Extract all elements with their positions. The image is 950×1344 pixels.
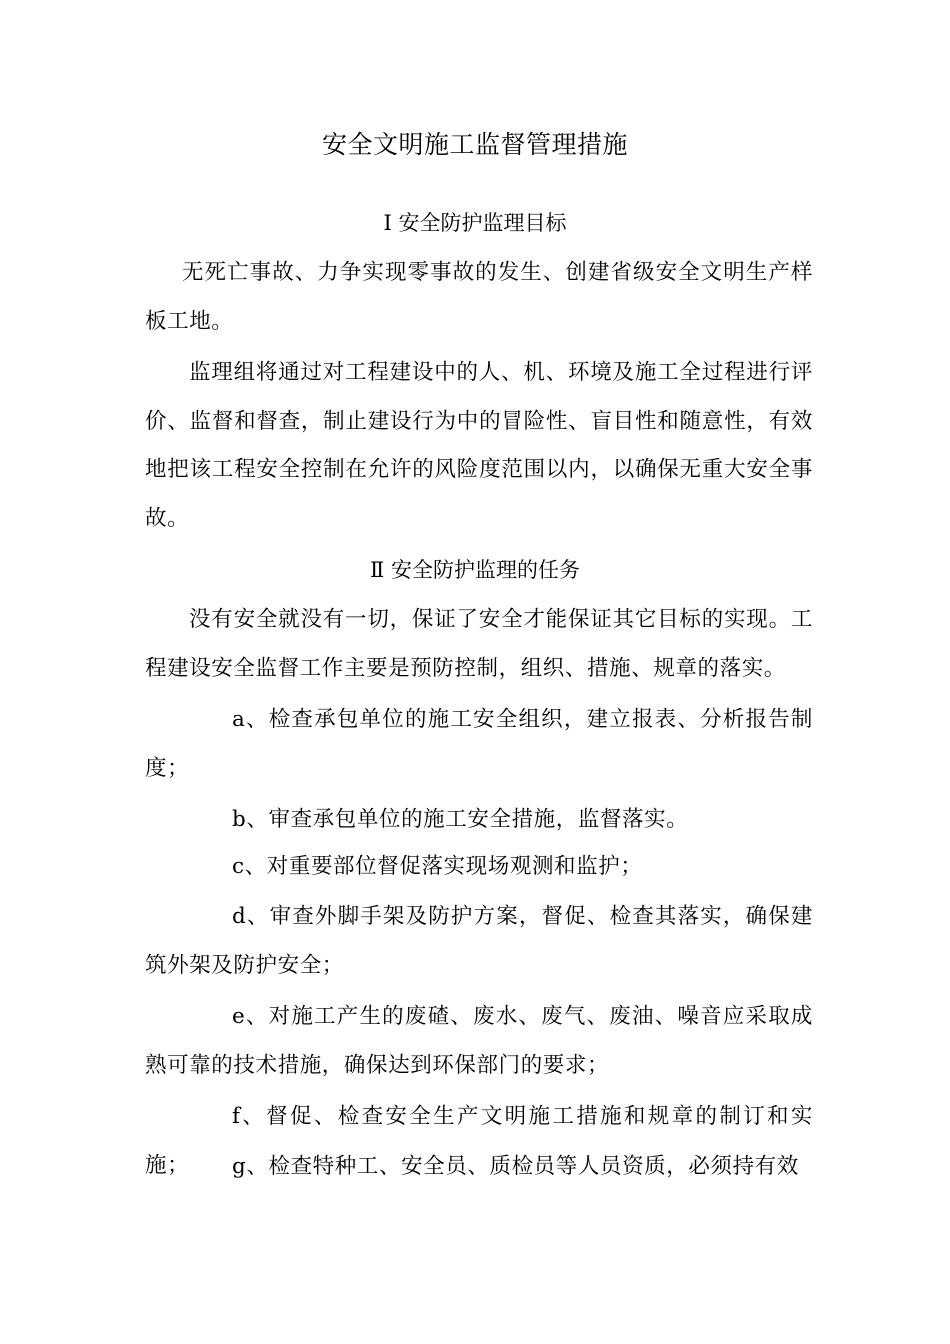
section-1-heading: Ⅰ 安全防护监理目标 — [383, 211, 567, 235]
section-1-paragraph-2: 监理组将通过对工程建设中的人、机、环境及施工全过程进行评价、监督和督查，制止建设行为中的冒险性、盲目性和随意性，有效地把该工程安全控制在允许的风险度范围以内，以确保无重大安全事故。 — [145, 360, 813, 531]
list-item-d: d、审查外脚手架及防护方案，督促、检查其落实，确保建筑外架及防护安全； — [145, 904, 813, 978]
list-item-a: a、检查承包单位的施工安全组织，建立报表、分析报告制度； — [145, 707, 813, 781]
list-item-e: e、对施工产生的废碴、废水、废气、废油、噪音应采取成熟可靠的技术措施，确保达到环保部门的要求； — [145, 1004, 813, 1078]
list-item-b: b、审查承包单位的施工安全措施，监督落实。 — [232, 807, 689, 832]
section-2-paragraph-1: 没有安全就没有一切，保证了安全才能保证其它目标的实现。工程建设安全监督工作主要是预防控制，组织、措施、规章的落实。 — [145, 607, 813, 681]
section-2-heading: Ⅱ 安全防护监理的任务 — [370, 558, 580, 582]
list-item-g: g、检查特种工、安全员、质检员等人员资质，必须持有效 — [232, 1154, 799, 1179]
document-title: 安全文明施工监督管理措施 — [321, 130, 628, 159]
list-item-f: f、督促、检查安全生产文明施工措施和规章的制订和实施； — [145, 1104, 813, 1178]
list-item-c: c、对重要部位督促落实现场观测和监护； — [232, 854, 643, 879]
section-1-paragraph-1: 无死亡事故、力争实现零事故的发生、创建省级安全文明生产样板工地。 — [145, 260, 813, 334]
